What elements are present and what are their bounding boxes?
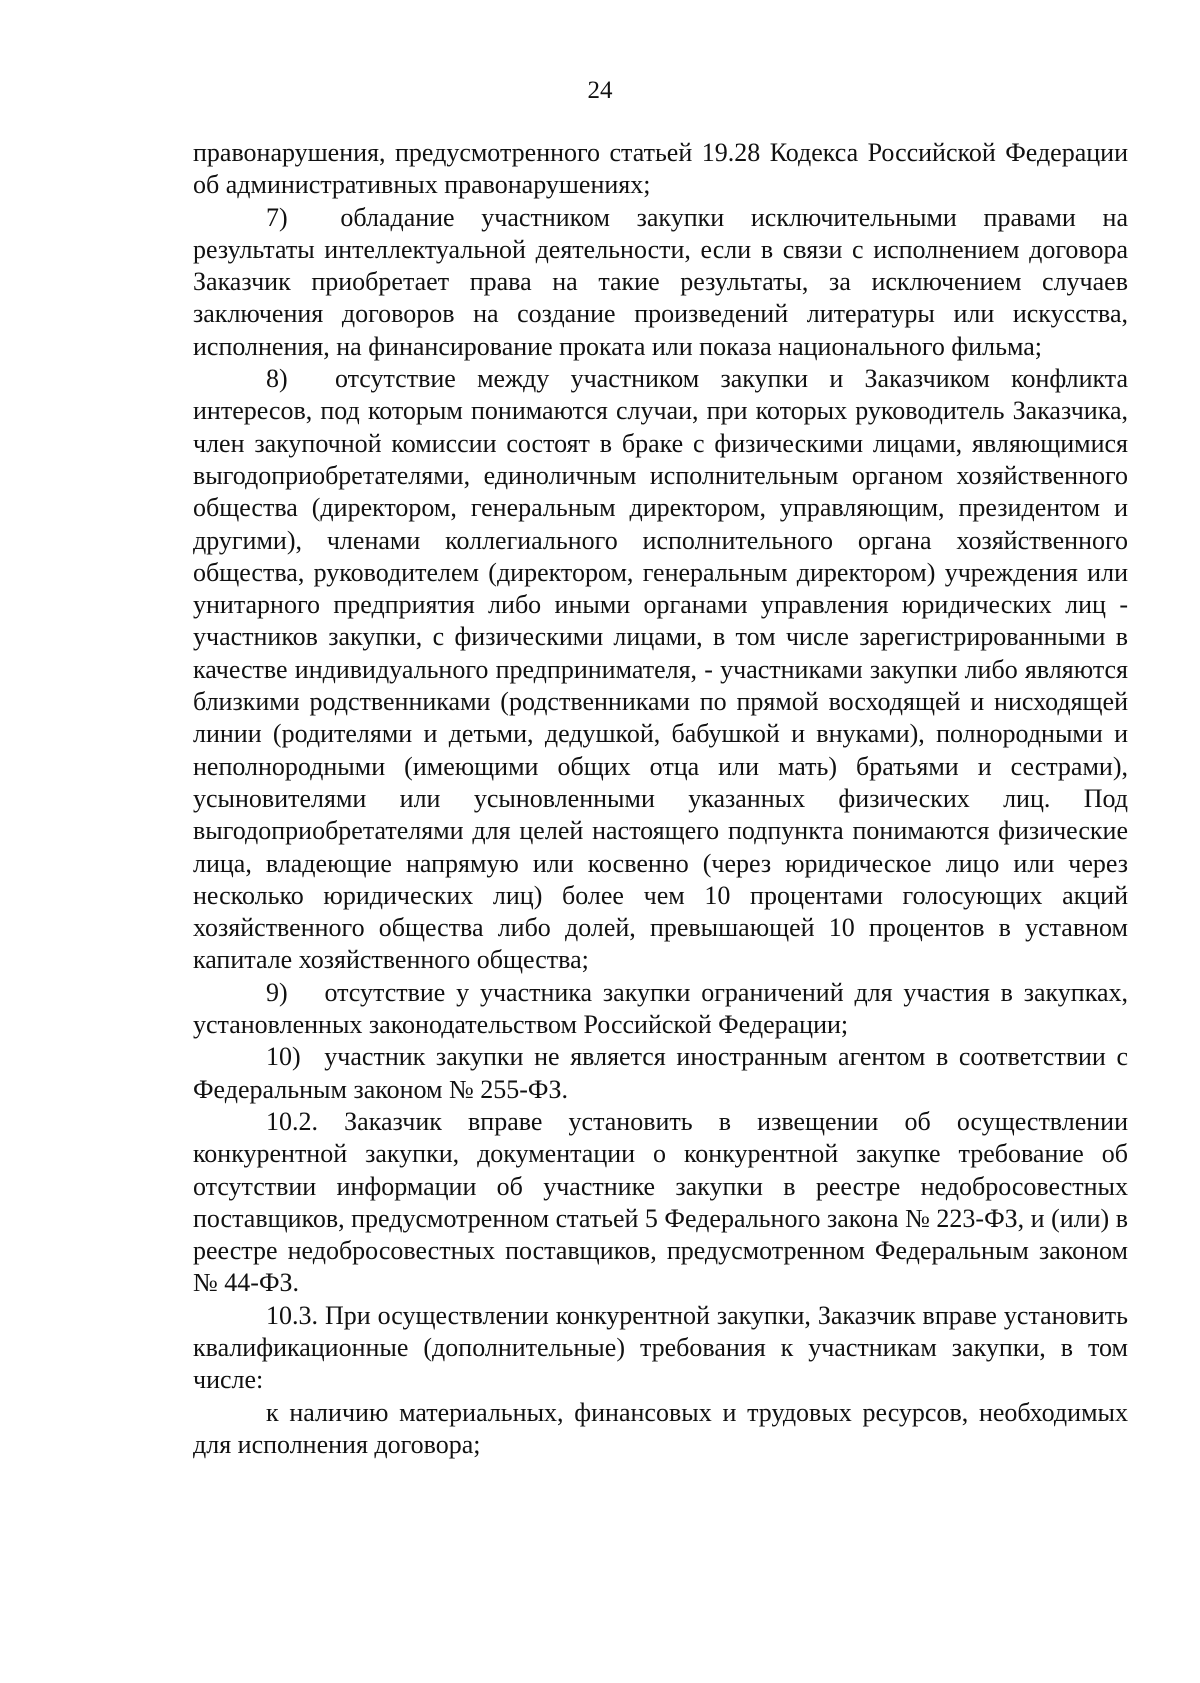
paragraph-item-7: 7) обладание участником закупки исключительными правами на результаты интеллектуальной деятельности, если в связи с исполнением договора Заказчик приобретает права на такие результаты, за исключением случаев заключения договоров на создание произведений литературы или искусства, исполнения, на финансирование проката или показа национального фильма; — [193, 202, 1128, 361]
paragraph-section-10-3: 10.3. При осуществлении конкурентной закупки, Заказчик вправе установить квалификационные (дополнительные) требования к участникам закупки, в том числе: — [193, 1300, 1128, 1395]
page-number: 24 — [587, 77, 613, 104]
paragraph-item-8: 8) отсутствие между участником закупки и Заказчиком конфликта интересов, под которым понимаются случаи, при которых руководитель Заказчика, член закупочной комиссии состоят в браке с физическими лицами, являющимися выгодоприобретателями, единоличным исполнительным органом хозяйственного общества (директором, генеральным директором, управляющим, президентом и другими), членами коллегиального исполнительного органа хозяйственного общества, руководителем (директором, генеральным директором) учреждения или унитарного предприятия либо иными органами управления юридических лиц - участников закупки, с физическими лицами, в том числе зарегистрированными в качестве индивидуального предпринимателя, - участниками закупки либо являются близкими родственниками (родственниками по прямой восходящей и нисходящей линии (родителями и детьми, дедушкой, бабушкой и внуками), полнородными и неполнородными (имеющими общих отца или мать) братьями и сестрами), усыновителями или усыновленными указанных физических лиц. Под выгодоприобретателями для целей настоящего подпункта понимаются физические лица, владеющие напрямую или косвенно (через юридическое лицо или через несколько юридических лиц) более чем 10 процентами голосующих акций хозяйственного общества либо долей, превышающей 10 процентов в уставном капитале хозяйственного общества; — [193, 364, 1128, 975]
paragraph-item-10: 10) участник закупки не является иностранным агентом в соответствии с Федеральным законом № 255-ФЗ. — [193, 1042, 1128, 1104]
document-body — [193, 137, 1128, 1461]
paragraph-resources-requirement: к наличию материальных, финансовых и трудовых ресурсов, необходимых для исполнения договора; — [193, 1397, 1128, 1459]
paragraph-continuation: правонарушения, предусмотренного статьей 19.28 Кодекса Российской Федерации об административных правонарушениях; — [193, 138, 1128, 200]
paragraph-item-9: 9) отсутствие у участника закупки ограничений для участия в закупках, установленных законодательством Российской Федерации; — [193, 977, 1128, 1040]
paragraph-section-10-2: 10.2. Заказчик вправе установить в извещении об осуществлении конкурентной закупки, документации о конкурентной закупке требование об отсутствии информации об участнике закупки в реестре недобросовестных поставщиков, предусмотренном статьей 5 Федерального закона № 223-ФЗ, и (или) в реестре недобросовестных поставщиков, предусмотренном Федеральным законом № 44-ФЗ. — [193, 1106, 1128, 1298]
